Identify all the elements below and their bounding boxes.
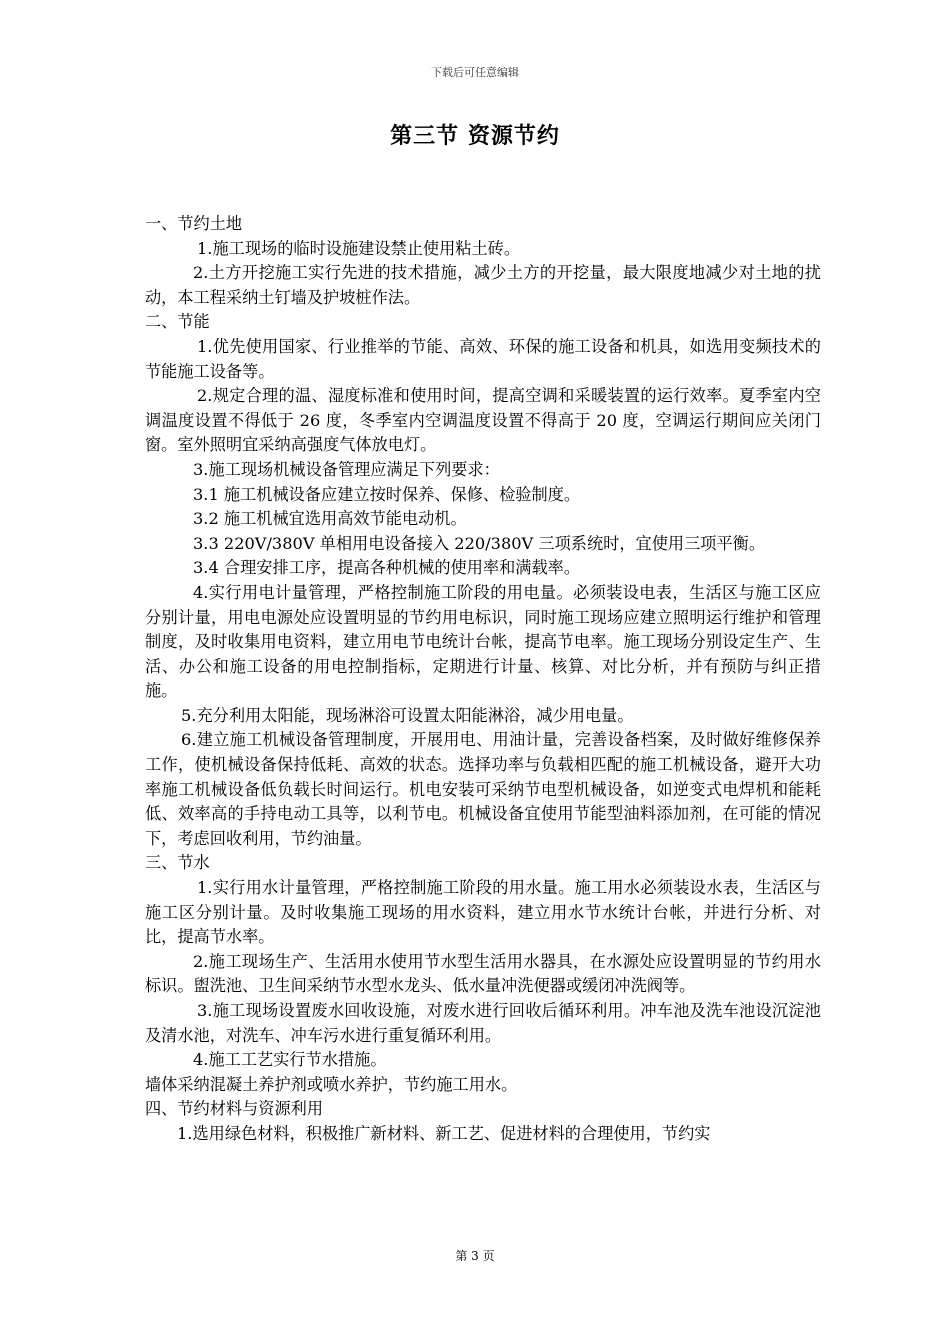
paragraph: 3.施工现场设置废水回收设施，对废水进行回收后循环利用。冲车池及洗车池设沉淀池及清水池，对洗车、冲车污水进行重复循环利用。 [145,1001,821,1045]
section-heading-water: 三、节水 [145,853,210,873]
paragraph: 2.规定合理的温、湿度标准和使用时间，提高空调和采暖装置的运行效率。夏季室内空调温度设置不得低于 26 度，冬季室内空调温度设置不得高于 20 度，空调运行期间应关闭门窗。室外照明宜采纳高强度气体放电灯。 [145,386,821,455]
document-body [145,212,821,1147]
paragraph: 3.4 合理安排工序，提高各种机械的使用率和满载率。 [193,558,581,578]
page-number: 第 3 页 [455,1249,495,1263]
paragraph: 1.优先使用国家、行业推举的节能、高效、环保的施工设备和机具，如选用变频技术的节能施工设备等。 [145,336,821,381]
paragraph: 2.施工现场生产、生活用水使用节水型生活用水器具，在水源处应设置明显的节约用水标识。盥洗池、卫生间采纳节水型水龙头、低水量冲洗便器或缓闭冲洗阀等。 [145,951,821,996]
section-heading-materials: 四、节约材料与资源利用 [145,1099,324,1119]
paragraph: 3.施工现场机械设备管理应满足下列要求： [193,459,500,479]
paragraph: 3.2 施工机械宜选用高效节能电动机。 [193,509,467,529]
paragraph: 3.3 220V/380V 单相用电设备接入 220/380V 三项系统时，宜使用三项平衡。 [193,533,766,553]
paragraph: 1.施工现场的临时设施建设禁止使用粘土砖。 [197,238,521,258]
paragraph: 墙体采纳混凝土养护剂或喷水养护，节约施工用水。 [145,1074,518,1094]
section-heading-land: 一、节约土地 [145,214,243,233]
document-title: 第三节 资源节约 [390,124,560,149]
paragraph: 5.充分利用太阳能，现场淋浴可设置太阳能淋浴，减少用电量。 [181,705,634,725]
page-header: 下载后可任意编辑 [431,66,519,79]
paragraph: 1.选用绿色材料，积极推广新材料、新工艺、促进材料的合理使用，节约实 [177,1123,711,1143]
paragraph: 3.1 施工机械设备应建立按时保养、保修、检验制度。 [193,484,581,504]
paragraph: 6.建立施工机械设备管理制度，开展用电、用油计量，完善设备档案，及时做好维修保养工作，使机械设备保持低耗、高效的状态。选择功率与负载相匹配的施工机械设备，避开大功率施工机械设备低负载长时间运行。机电安装可采纳节电型机械设备，如逆变式电焊机和能耗低、效率高的手持电动工具等，以利节电。机械设备宜使用节能型油料添加剂，在可能的情况下，考虑回收利用，节约油量。 [145,730,821,848]
paragraph: 1.实行用水计量管理，严格控制施工阶段的用水量。施工用水必须装设水表，生活区与施工区分别计量。及时收集施工现场的用水资料，建立用水节水统计台帐，并进行分析、对比，提高节水率。 [145,878,821,947]
paragraph: 4.施工工艺实行节水措施。 [193,1050,387,1070]
paragraph: 4.实行用电计量管理，严格控制施工阶段的用电量。必须装设电表，生活区与施工区应分别计量，用电电源处应设置明显的节约用电标识，同时施工现场应建立照明运行维护和管理制度，及时收集用电资料，建立用电节电统计台帐，提高节电率。施工现场分别设定生产、生活、办公和施工设备的用电控制指标，定期进行计量、核算、对比分析，并有预防与纠正措施。 [145,582,821,701]
paragraph: 2.土方开挖施工实行先进的技术措施，减少土方的开挖量，最大限度地减少对土地的扰动，本工程采纳土钉墙及护坡桩作法。 [145,263,821,307]
section-heading-energy: 二、节能 [145,312,210,332]
